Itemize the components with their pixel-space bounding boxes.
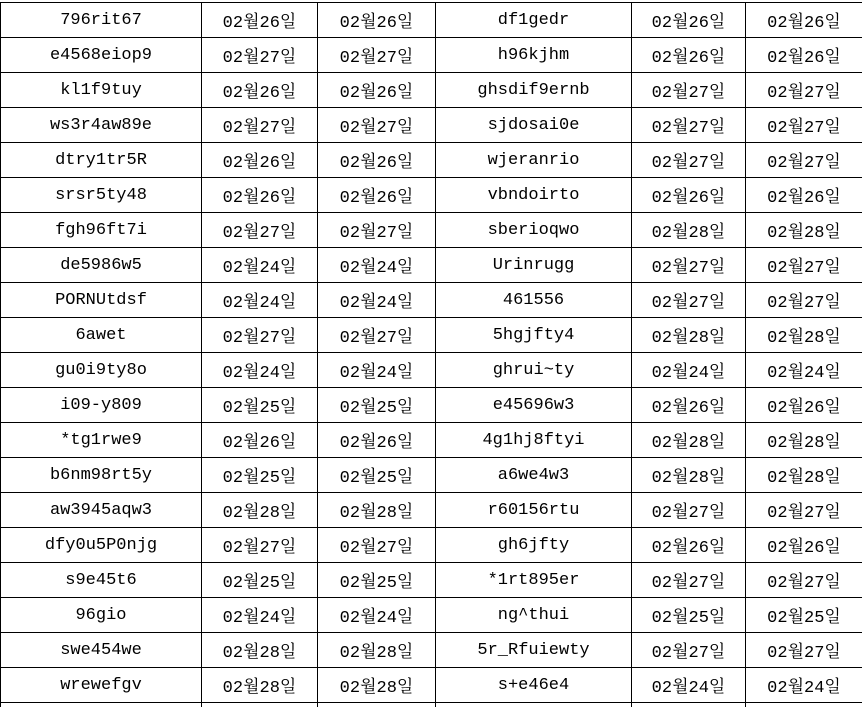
cell-date[interactable]: 02월25일 bbox=[202, 388, 318, 423]
cell-date[interactable]: 02월26일 bbox=[632, 178, 746, 213]
cell-id[interactable]: 4g1hj8ftyi bbox=[436, 423, 632, 458]
table-row bbox=[1, 38, 862, 73]
cell-date[interactable]: 02월24일 bbox=[318, 283, 436, 318]
cell-date[interactable]: 02월24일 bbox=[746, 668, 862, 703]
cell-date[interactable]: 02월24일 bbox=[632, 353, 746, 388]
table-row bbox=[1, 388, 862, 423]
cell-date[interactable]: 02월27일 bbox=[746, 563, 862, 598]
cell-date[interactable]: 02월28일 bbox=[632, 423, 746, 458]
table-row bbox=[1, 178, 862, 213]
cell-empty[interactable] bbox=[202, 703, 318, 707]
cell-date[interactable]: 02월26일 bbox=[318, 423, 436, 458]
cell-date[interactable]: 02월27일 bbox=[746, 633, 862, 668]
cell-date[interactable]: 02월27일 bbox=[632, 563, 746, 598]
cell-id[interactable]: de5986w5 bbox=[1, 248, 202, 283]
cell-date[interactable]: 02월26일 bbox=[632, 38, 746, 73]
cell-date[interactable]: 02월28일 bbox=[202, 633, 318, 668]
cell-date[interactable]: 02월26일 bbox=[318, 143, 436, 178]
cell-id[interactable]: s9e45t6 bbox=[1, 563, 202, 598]
cell-date[interactable]: 02월27일 bbox=[318, 108, 436, 143]
cell-date[interactable]: 02월27일 bbox=[632, 248, 746, 283]
cell-date[interactable]: 02월24일 bbox=[202, 283, 318, 318]
table-row bbox=[1, 318, 862, 353]
cell-id[interactable]: wrewefgv bbox=[1, 668, 202, 703]
cell-date[interactable]: 02월27일 bbox=[202, 38, 318, 73]
cell-id[interactable]: e4568eiop9 bbox=[1, 38, 202, 73]
cell-id[interactable]: ng^thui bbox=[436, 598, 632, 633]
cell-date[interactable]: 02월28일 bbox=[632, 213, 746, 248]
cell-date[interactable]: 02월24일 bbox=[318, 353, 436, 388]
cell-date[interactable]: 02월27일 bbox=[318, 38, 436, 73]
cell-date[interactable]: 02월26일 bbox=[318, 73, 436, 108]
cell-date[interactable]: 02월28일 bbox=[318, 668, 436, 703]
cell-id[interactable]: aw3945aqw3 bbox=[1, 493, 202, 528]
cell-id[interactable]: *1rt895er bbox=[436, 563, 632, 598]
table-body bbox=[1, 3, 862, 707]
cell-date[interactable]: 02월28일 bbox=[632, 458, 746, 493]
table-row bbox=[1, 633, 862, 668]
cell-date[interactable]: 02월26일 bbox=[746, 528, 862, 563]
cell-date[interactable]: 02월26일 bbox=[202, 143, 318, 178]
table-row bbox=[1, 458, 862, 493]
table-row bbox=[1, 108, 862, 143]
cell-date[interactable]: 02월27일 bbox=[746, 283, 862, 318]
cell-date[interactable]: 02월25일 bbox=[202, 563, 318, 598]
cell-date[interactable]: 02월26일 bbox=[746, 178, 862, 213]
cell-date[interactable]: 02월27일 bbox=[632, 73, 746, 108]
cell-date[interactable]: 02월25일 bbox=[318, 388, 436, 423]
cell-date[interactable]: 02월28일 bbox=[202, 493, 318, 528]
cell-date[interactable]: 02월26일 bbox=[202, 178, 318, 213]
cell-date[interactable]: 02월27일 bbox=[632, 143, 746, 178]
cell-date[interactable]: 02월25일 bbox=[632, 598, 746, 633]
cell-id[interactable]: df1gedr bbox=[436, 3, 632, 38]
cell-date[interactable]: 02월28일 bbox=[746, 423, 862, 458]
cell-id[interactable]: swe454we bbox=[1, 633, 202, 668]
cell-empty[interactable] bbox=[436, 703, 632, 707]
cell-id[interactable]: ws3r4aw89e bbox=[1, 108, 202, 143]
cell-date[interactable]: 02월26일 bbox=[632, 3, 746, 38]
cell-empty[interactable] bbox=[1, 703, 202, 707]
cell-date[interactable]: 02월26일 bbox=[202, 73, 318, 108]
cell-date[interactable]: 02월28일 bbox=[746, 213, 862, 248]
table-row bbox=[1, 248, 862, 283]
cell-date[interactable]: 02월27일 bbox=[632, 493, 746, 528]
cell-id[interactable]: dtry1tr5R bbox=[1, 143, 202, 178]
cell-date[interactable]: 02월28일 bbox=[318, 493, 436, 528]
cell-date[interactable]: 02월24일 bbox=[202, 248, 318, 283]
cell-date[interactable]: 02월26일 bbox=[202, 3, 318, 38]
cell-empty[interactable] bbox=[318, 703, 436, 707]
cell-date[interactable]: 02월27일 bbox=[318, 528, 436, 563]
table-row bbox=[1, 563, 862, 598]
cell-date[interactable]: 02월28일 bbox=[746, 318, 862, 353]
cell-date[interactable]: 02월27일 bbox=[318, 213, 436, 248]
cell-date[interactable]: 02월28일 bbox=[318, 633, 436, 668]
cell-id[interactable]: 5r_Rfuiewty bbox=[436, 633, 632, 668]
cell-date[interactable]: 02월24일 bbox=[318, 248, 436, 283]
cell-date[interactable]: 02월27일 bbox=[318, 318, 436, 353]
table-row bbox=[1, 213, 862, 248]
cell-id[interactable]: sberioqwo bbox=[436, 213, 632, 248]
cell-id[interactable]: srsr5ty48 bbox=[1, 178, 202, 213]
cell-date[interactable]: 02월27일 bbox=[202, 108, 318, 143]
cell-empty[interactable] bbox=[632, 703, 746, 707]
cell-id[interactable]: s+e46e4 bbox=[436, 668, 632, 703]
cell-date[interactable]: 02월27일 bbox=[632, 108, 746, 143]
cell-id[interactable]: PORNUtdsf bbox=[1, 283, 202, 318]
cell-date[interactable]: 02월25일 bbox=[202, 458, 318, 493]
table-row bbox=[1, 528, 862, 563]
cell-date[interactable]: 02월24일 bbox=[746, 353, 862, 388]
cell-id[interactable]: i09-y809 bbox=[1, 388, 202, 423]
cell-date[interactable]: 02월27일 bbox=[746, 493, 862, 528]
cell-date[interactable]: 02월26일 bbox=[632, 528, 746, 563]
cell-id[interactable]: Urinrugg bbox=[436, 248, 632, 283]
cell-date[interactable]: 02월27일 bbox=[632, 633, 746, 668]
cell-date[interactable]: 02월28일 bbox=[746, 458, 862, 493]
cell-id[interactable]: a6we4w3 bbox=[436, 458, 632, 493]
cell-date[interactable]: 02월26일 bbox=[746, 38, 862, 73]
cell-date[interactable]: 02월24일 bbox=[202, 353, 318, 388]
cell-date[interactable]: 02월27일 bbox=[746, 143, 862, 178]
cell-id[interactable]: b6nm98rt5y bbox=[1, 458, 202, 493]
table-row bbox=[1, 3, 862, 38]
cell-date[interactable]: 02월26일 bbox=[202, 423, 318, 458]
cell-date[interactable]: 02월27일 bbox=[746, 73, 862, 108]
cell-date[interactable]: 02월25일 bbox=[318, 563, 436, 598]
cell-id[interactable]: sjdosai0e bbox=[436, 108, 632, 143]
table-row bbox=[1, 493, 862, 528]
cell-id[interactable]: dfy0u5P0njg bbox=[1, 528, 202, 563]
cell-date[interactable]: 02월26일 bbox=[746, 388, 862, 423]
cell-date[interactable]: 02월25일 bbox=[318, 458, 436, 493]
cell-id[interactable]: 796rit67 bbox=[1, 3, 202, 38]
cell-id[interactable]: wjeranrio bbox=[436, 143, 632, 178]
table-row bbox=[1, 598, 862, 633]
cell-id[interactable]: fgh96ft7i bbox=[1, 213, 202, 248]
table-row-partial bbox=[1, 703, 862, 707]
cell-empty[interactable] bbox=[746, 703, 862, 707]
cell-date[interactable]: 02월25일 bbox=[746, 598, 862, 633]
table-row bbox=[1, 73, 862, 108]
cell-id[interactable]: 6awet bbox=[1, 318, 202, 353]
cell-date[interactable]: 02월28일 bbox=[632, 318, 746, 353]
cell-date[interactable]: 02월27일 bbox=[746, 248, 862, 283]
cell-id[interactable]: kl1f9tuy bbox=[1, 73, 202, 108]
table-row bbox=[1, 423, 862, 458]
cell-id[interactable]: e45696w3 bbox=[436, 388, 632, 423]
cell-date[interactable]: 02월27일 bbox=[632, 283, 746, 318]
cell-id[interactable]: gu0i9ty8o bbox=[1, 353, 202, 388]
cell-date[interactable]: 02월27일 bbox=[202, 318, 318, 353]
cell-id[interactable]: 5hgjfty4 bbox=[436, 318, 632, 353]
cell-id[interactable]: *tg1rwe9 bbox=[1, 423, 202, 458]
cell-date[interactable]: 02월24일 bbox=[202, 598, 318, 633]
cell-date[interactable]: 02월27일 bbox=[202, 213, 318, 248]
data-table bbox=[0, 2, 862, 707]
cell-id[interactable]: 461556 bbox=[436, 283, 632, 318]
cell-date[interactable]: 02월28일 bbox=[202, 668, 318, 703]
cell-id[interactable]: 96gio bbox=[1, 598, 202, 633]
cell-date[interactable]: 02월27일 bbox=[202, 528, 318, 563]
cell-date[interactable]: 02월26일 bbox=[746, 3, 862, 38]
cell-date[interactable]: 02월26일 bbox=[318, 3, 436, 38]
table-row bbox=[1, 353, 862, 388]
cell-id[interactable]: gh6jfty bbox=[436, 528, 632, 563]
cell-id[interactable]: ghsdif9ernb bbox=[436, 73, 632, 108]
cell-date[interactable]: 02월24일 bbox=[632, 668, 746, 703]
cell-id[interactable]: vbndoirto bbox=[436, 178, 632, 213]
table-row bbox=[1, 143, 862, 178]
cell-id[interactable]: h96kjhm bbox=[436, 38, 632, 73]
cell-date[interactable]: 02월26일 bbox=[632, 388, 746, 423]
table-row bbox=[1, 283, 862, 318]
cell-date[interactable]: 02월24일 bbox=[318, 598, 436, 633]
cell-date[interactable]: 02월27일 bbox=[746, 108, 862, 143]
cell-date[interactable]: 02월26일 bbox=[318, 178, 436, 213]
table-row bbox=[1, 668, 862, 703]
cell-id[interactable]: r60156rtu bbox=[436, 493, 632, 528]
cell-id[interactable]: ghrui~ty bbox=[436, 353, 632, 388]
